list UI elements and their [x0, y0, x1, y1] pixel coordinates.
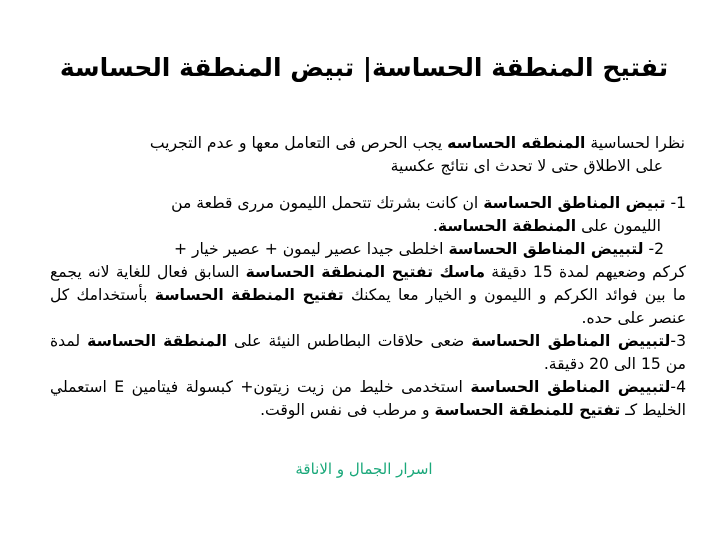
tip-text: استخدمى خليط من زيت زيتون+ كبسولة فيتامين: [131, 378, 471, 396]
tip-bold-term: الحساسة: [154, 286, 224, 304]
footer-caption: اسرار الجمال و الاناقة: [295, 460, 433, 478]
tip-heading: لتبييض المناطق الحساسة: [471, 332, 671, 350]
intro-line-2: على الاطلاق حتى لا تحدث اى نتائج عكسية: [390, 157, 663, 175]
tip-bold-term: تفتيح المنطقة: [230, 286, 344, 304]
tip-text: كركم وضعيهم لمدة 15 دقيقة: [485, 263, 686, 281]
tip-heading: لتبييض المناطق الحساسة: [470, 378, 671, 396]
tip-number: 1-: [665, 194, 686, 212]
tip-bold-term: تفتيح للمنطقة الحساسة: [434, 401, 621, 419]
intro-text: نظرا لحساسية: [585, 134, 685, 152]
tip-text: بأستخدامك كل عنصر على حده.: [50, 286, 686, 327]
tip-number: 3-: [670, 332, 686, 350]
tip-text: E استعملي الخليط كـ: [50, 378, 686, 419]
tips-list: [50, 192, 686, 422]
tip-text: اخلطى جيدا عصير ليمون + عصير خيار +: [174, 240, 449, 258]
tip-bold-term: ماسك تفتيح المنطقة الحساسة: [245, 263, 486, 281]
tip-item-2: [50, 238, 686, 261]
tip-item-2-body: [50, 261, 686, 330]
tip-item-4: [50, 376, 686, 422]
tip-text: ضعى حلاقات البطاطس النيئة على: [227, 332, 472, 350]
tip-number: 4-: [670, 378, 686, 396]
tip-line: [50, 215, 686, 238]
tip-text: الليمون على: [576, 217, 661, 235]
intro-bold-term: المنطقه الحساسه: [447, 134, 586, 152]
tip-bold-term: الحساسة: [87, 332, 157, 350]
tip-item-1: [50, 192, 686, 238]
tip-item-3: [50, 330, 686, 376]
tip-text: لانه يجمع ما بين فوائد الكركم و الليمون و الخيار معا يمكنك: [50, 263, 686, 304]
intro-text-2: يجب الحرص فى التعامل معها و عدم التجريب: [149, 134, 448, 152]
tip-bold-term: المنطقة: [163, 332, 228, 350]
tip-text: السابق فعال للغاية: [115, 263, 246, 281]
tip-text: ان كانت بشرتك تتحمل الليمون مررى قطعة من: [171, 194, 484, 212]
intro-paragraph: [55, 132, 685, 178]
tip-number: 2-: [643, 240, 664, 258]
tip-bold-term: المنطقة الحساسة: [437, 217, 577, 235]
tip-heading: تبيض المناطق الحساسة: [483, 194, 666, 212]
slide-title: تفتيح المنطقة الحساسة| تبيض المنطقة الحساسة: [59, 53, 669, 82]
tip-text: لمدة من 15 الى 20 دقيقة.: [50, 332, 686, 373]
tip-heading: لتبييض المناطق الحساسة: [448, 240, 644, 258]
tip-text: و مرطب فى نفس الوقت.: [260, 401, 435, 419]
tip-text: .: [432, 217, 438, 235]
